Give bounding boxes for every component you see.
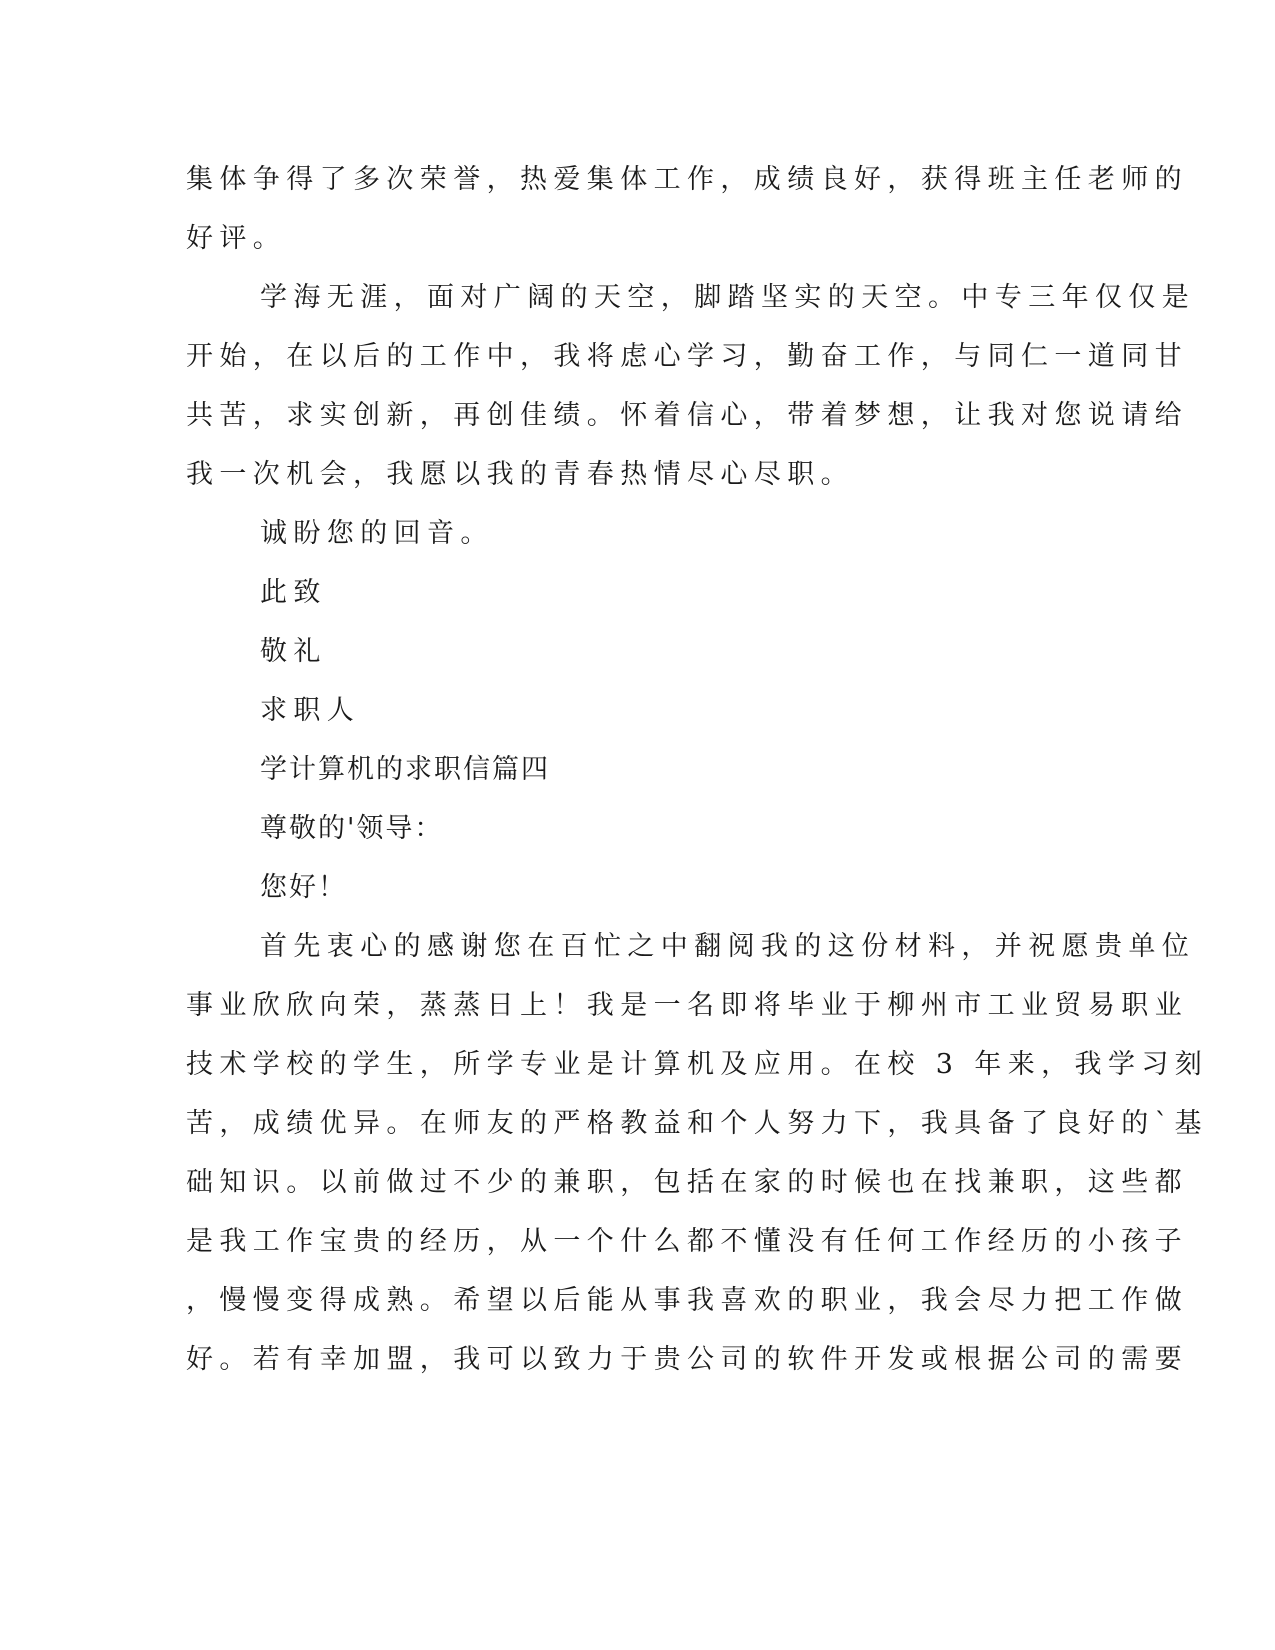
paragraph-line: ，慢慢变得成熟。希望以后能从事我喜欢的职业，我会尽力把工作做 <box>186 1285 1188 1316</box>
paragraph-line: 首先衷心的感谢您在百忙之中翻阅我的这份材料，并祝愿贵单位 <box>260 931 1196 962</box>
salutation-line: 此致 <box>260 577 327 608</box>
paragraph-line: 好评。 <box>186 223 287 254</box>
paragraph-line: 学海无涯，面对广阔的天空，脚踏坚实的天空。中专三年仅仅是 <box>260 282 1196 313</box>
paragraph-line: 苦，成绩优异。在师友的严格教益和个人努力下，我具备了良好的`基 <box>186 1108 1208 1139</box>
greeting-line: 尊敬的'领导： <box>260 813 444 844</box>
salutation-line: 敬礼 <box>260 636 327 667</box>
paragraph-line: 事业欣欣向荣，蒸蒸日上！我是一名即将毕业于柳州市工业贸易职业 <box>186 990 1188 1021</box>
section-heading: 学计算机的求职信篇四 <box>260 754 550 785</box>
paragraph-line: 开始，在以后的工作中，我将虑心学习，勤奋工作，与同仁一道同甘 <box>186 341 1188 372</box>
paragraph-line: 共苦，求实创新，再创佳绩。怀着信心，带着梦想，让我对您说请给 <box>186 400 1188 431</box>
greeting-line: 您好！ <box>260 872 347 903</box>
paragraph-line: 技术学校的学生，所学专业是计算机及应用。在校 3 年来，我学习刻 <box>186 1049 1209 1080</box>
paragraph-line: 集体争得了多次荣誉，热爱集体工作，成绩良好，获得班主任老师的 <box>186 164 1188 195</box>
closing-line: 诚盼您的回音。 <box>260 518 494 549</box>
paragraph-line: 是我工作宝贵的经历，从一个什么都不懂没有任何工作经历的小孩子 <box>186 1226 1188 1257</box>
paragraph-line: 好。若有幸加盟，我可以致力于贵公司的软件开发或根据公司的需要 <box>186 1344 1188 1375</box>
signature-line: 求职人 <box>260 695 361 726</box>
paragraph-line: 我一次机会，我愿以我的青春热情尽心尽职。 <box>186 459 854 490</box>
paragraph-line: 础知识。以前做过不少的兼职，包括在家的时候也在找兼职，这些都 <box>186 1167 1188 1198</box>
